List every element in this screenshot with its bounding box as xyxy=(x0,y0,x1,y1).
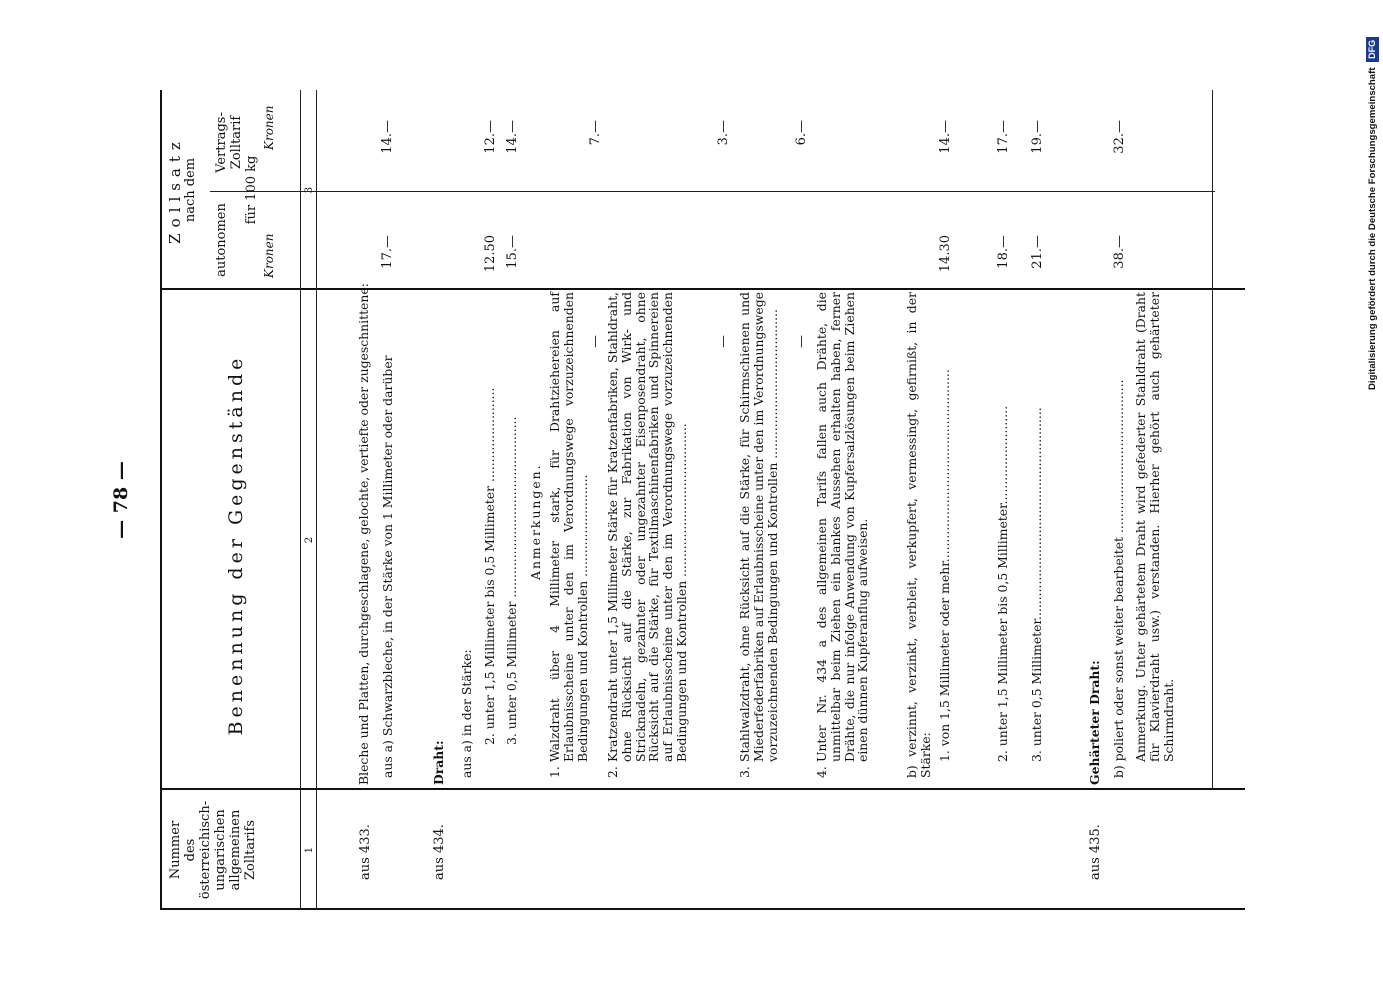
header-per-100kg: für 100 kg xyxy=(244,155,259,225)
note-number: 3. xyxy=(737,766,752,778)
digitization-credit xyxy=(1359,10,1379,390)
header-col3-title: Zollsatz xyxy=(166,136,184,244)
header-col1-line: österreichisch- xyxy=(198,800,213,900)
value-autonom: 38.— xyxy=(1112,235,1127,269)
value-vertrag: 7.— xyxy=(588,120,603,146)
entry-434-b1: 1. von 1,5 Millimeter oder mehr................................................. xyxy=(937,369,952,762)
header-col1 xyxy=(168,790,258,910)
note-3-text: Stahlwalzdraht, ohne Rücksicht auf die Stärke, für Schirmschienen und Miederfederfabriken auf Erlaubnisscheine unter den im Verordnungswege vorzuzeichnenden Bedingungen und Kontrollen ...................................... xyxy=(737,292,780,762)
entry-number-434: aus 434. xyxy=(432,824,447,880)
note-2-text: Kratzendraht unter 1,5 Millimeter Stärke für Kratzenfabriken, Stahldraht, ohne Rücksicht auf die Stärke, zur Fabrikation von Wirk- und Stricknadeln, gezahnter oder ungezahnter Eisenposendraht, ohne Rücksicht auf die Stärke, für Textilmaschinenfabriken und Spinnereien auf Erlaubnisscheine unter den im Verordnungswege vorzuzeichnenden Bedingungen und Kontrollen ....................................... xyxy=(605,292,689,762)
entry-435-head: Gehärteter Draht: xyxy=(1087,660,1102,785)
anmerkungen-heading: Anmerkungen. xyxy=(528,463,543,580)
credit-text: Digitalisierung gefördert durch die Deutsche Forschungsgemeinschaft xyxy=(1367,67,1378,390)
col2-divider xyxy=(160,288,1245,290)
col3-sub-divider xyxy=(210,191,1215,192)
unit-autonom: Kronen xyxy=(262,233,276,278)
note-number: 4. xyxy=(814,766,829,778)
value-autonom: — xyxy=(716,335,731,348)
value-autonom: 18.— xyxy=(996,235,1011,269)
value-vertrag: 14.— xyxy=(938,120,953,154)
colnum-2: 2 xyxy=(304,536,315,544)
value-autonom: — xyxy=(588,335,603,348)
colnum-1: 1 xyxy=(304,846,315,854)
entry-434-b2: 2. unter 1,5 Millimeter bis 0,5 Millimeter......................... xyxy=(995,405,1010,762)
entry-435-anmerkung: Anmerkung. Unter gehärtetem Draht wird gefederter Stahldraht (Draht für Klavierdraht usw.) verstanden. Hierher gehört auch gehärteter Schirmdraht. xyxy=(1133,292,1176,762)
value-vertrag: 6.— xyxy=(794,120,809,146)
value-autonom: 21.— xyxy=(1030,235,1045,269)
header-col1-line: des xyxy=(183,838,198,862)
value-vertrag: 12.— xyxy=(483,120,498,154)
value-vertrag: 17.— xyxy=(996,120,1011,154)
header-col2: Benennung der Gegenstände xyxy=(225,354,247,736)
entry-number-435: aus 435. xyxy=(1088,824,1103,880)
col3-bottom-rule xyxy=(1212,90,1213,790)
value-autonom: 15.— xyxy=(505,235,520,269)
value-vertrag: 14.— xyxy=(505,120,520,154)
header-bottom-rule xyxy=(300,90,301,910)
entry-434-a-head: aus a) in der Stärke: xyxy=(459,649,474,778)
entry-433-line2: aus a) Schwarzbleche, in der Stärke von 1 Millimeter oder darüber xyxy=(380,355,395,778)
header-col1-line: ungarischen xyxy=(213,809,228,891)
entry-434-b3: 3. unter 0,5 Millimeter...................................................... xyxy=(1029,407,1044,762)
value-vertrag: 3.— xyxy=(716,120,731,146)
table-top-rule xyxy=(160,90,162,910)
note-number: 1. xyxy=(547,766,562,778)
colnum-3: 3 xyxy=(304,186,315,194)
value-autonom: — xyxy=(794,335,809,348)
header-vertrag-line: Zolltarif xyxy=(229,115,244,170)
entry-434-r3: 3. unter 0,5 Millimeter .............................................. xyxy=(504,416,519,745)
note-1-text: Walzdraht über 4 Millimeter stark, für Drahtziehereien auf Erlaubnisscheine unter den im Verordnungswege vorzuzeichnenden Bedingungen und Kontrollen .......................... xyxy=(547,292,590,762)
entry-434-head: Draht: xyxy=(431,740,446,785)
value-vertrag: 14.— xyxy=(380,120,395,154)
digitization-credit-text xyxy=(1363,10,1383,390)
entry-434-b-head: b) verzinnt, verzinkt, verbleit, verkupfert, vermessingt, gefirnißt, in der Stärke: xyxy=(904,292,933,778)
note-4-text: Unter Nr. 434 a des allgemeinen Tarifs fallen auch Drähte, die unmittelbar beim Ziehen ein blankes Aussehen erhalten haben, ferner Drähte, die nur infolge Anwendung von Kupfersalzlösungen beim Ziehen einen dünnen Kupferanflug aufweisen. xyxy=(814,292,871,762)
unit-vertrag: Kronen xyxy=(262,105,276,150)
value-autonom: 12.50 xyxy=(483,235,498,273)
table-left-rule xyxy=(160,908,1245,910)
value-vertrag: 19.— xyxy=(1030,120,1045,154)
value-autonom: 17.— xyxy=(380,235,395,269)
header-col3-sub: nach dem xyxy=(183,157,198,223)
entry-number-433: aus 433. xyxy=(358,824,373,880)
header-col1-line: Zolltarifs xyxy=(243,820,258,881)
value-vertrag: 32.— xyxy=(1112,120,1127,154)
header-autonom: autonomen xyxy=(214,203,229,277)
dfg-logo: DFG xyxy=(1366,37,1379,62)
entry-433-line1: Bleche und Platten, durchgeschlagene, gelochte, vertiefte oder zugeschnittene: xyxy=(356,283,371,785)
entry-434-r2: 2. unter 1,5 Millimeter bis 0,5 Millimeter ........................ xyxy=(482,387,497,745)
header-vertrag xyxy=(214,95,244,190)
col1-divider xyxy=(160,788,1245,790)
value-autonom: 14.30 xyxy=(938,235,953,273)
header-vertrag-line: Vertrags- xyxy=(214,112,229,173)
header-col3 xyxy=(168,90,198,290)
note-number: 2. xyxy=(605,766,620,778)
page-number: — 78 — xyxy=(110,461,132,539)
entry-435-b: b) poliert oder sonst weiter bearbeitet ....................................... xyxy=(1111,379,1126,778)
header-col1-line: Nummer xyxy=(168,820,183,880)
colnum-bottom-rule xyxy=(316,90,317,910)
header-col1-line: allgemeinen xyxy=(228,809,243,891)
